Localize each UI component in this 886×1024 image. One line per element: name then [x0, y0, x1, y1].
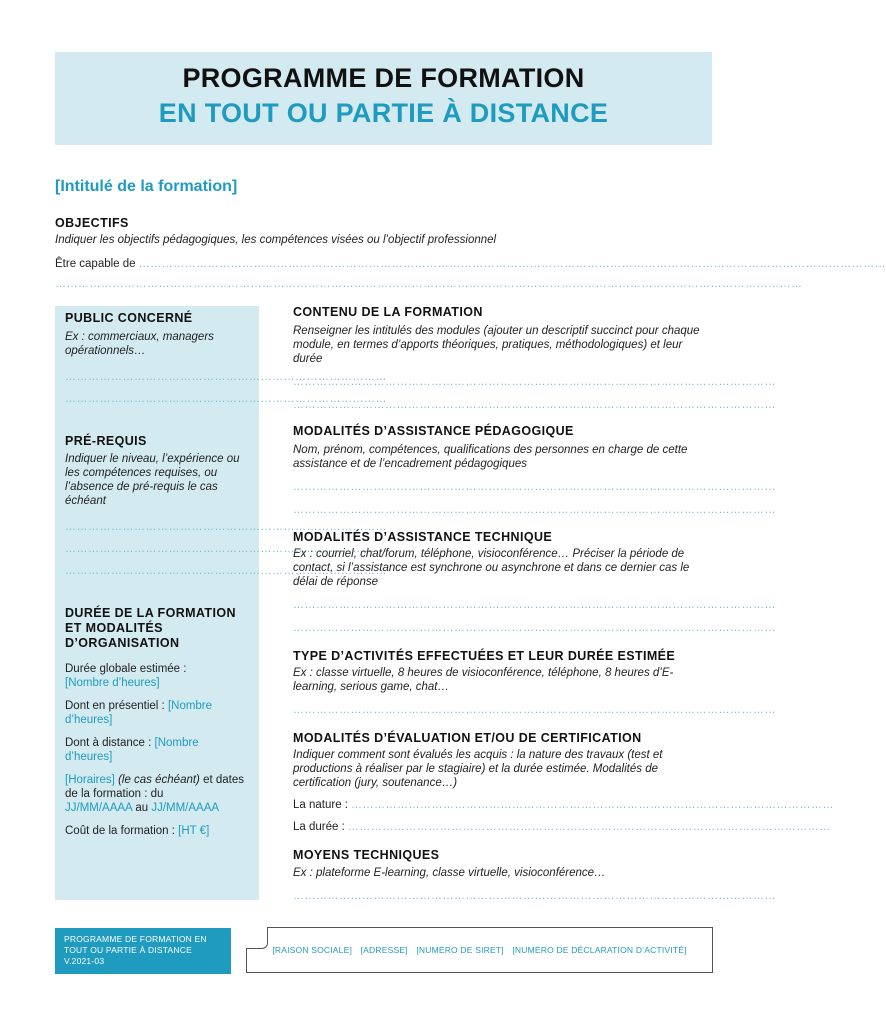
means-section [293, 848, 776, 903]
cost [65, 824, 249, 838]
evaluation-nature-line [293, 798, 834, 812]
duration-global-field[interactable]: [Nombre d’heures] [65, 677, 160, 689]
objectives-section [55, 216, 886, 291]
footer-fields [269, 945, 689, 955]
duration-dates [65, 773, 249, 815]
footer-badge-line2: TOUT OU PARTIE À DISTANCE [64, 945, 192, 955]
objectives-line-label: Être capable de [55, 258, 136, 270]
content-title: CONTENU DE LA FORMATION [293, 305, 483, 319]
technical-title: MODALITÉS D’ASSISTANCE TECHNIQUE [293, 530, 553, 544]
pedagogic-fill-line-2[interactable]: ……………………………………………………………………………………………………………… [293, 504, 776, 516]
footer-badge-version: V.2021-03 [64, 956, 105, 966]
duration-global-label: Durée globale estimée : [65, 663, 187, 675]
evaluation-hint: Indiquer comment sont évalués les acquis : la nature des travaux (test et productions à réaliser par le stagiaire) et la durée estimée. Modalités de certification (jury, soutenance…) [293, 749, 663, 789]
evaluation-title: MODALITÉS D’ÉVALUATION ET/OU DE CERTIFICATION [293, 731, 642, 745]
duration-distance [65, 736, 249, 764]
hours-field[interactable]: [Horaires] [65, 774, 115, 786]
header-title: PROGRAMME DE FORMATION [182, 63, 585, 93]
pedagogic-fill-line[interactable]: ……………………………………………………………………………………………………………… [293, 481, 776, 493]
content-fill-line[interactable]: ……………………………………………………………………………………………………………… [293, 376, 776, 388]
public-fill-line-2[interactable]: ………………………………………………………………………… [65, 393, 387, 405]
pedagogic-section [293, 424, 776, 517]
siret-field[interactable]: [NUMÉRO DE SIRET] [416, 945, 504, 955]
evaluation-nature-fill-line[interactable]: ……………………………………………………………………………………………………………… [350, 799, 834, 811]
duration-title: DURÉE DE LA FORMATION ET MODALITÉS D’ORGANISATION [65, 606, 236, 650]
objectives-fill-line[interactable]: …………………………………………………………………………………………………………………………………………………………………………… [138, 258, 886, 270]
dates-text: et dates de la formation : du [65, 774, 245, 800]
evaluation-nature-label: La nature : [293, 799, 348, 811]
footer-badge [55, 928, 231, 974]
activities-title: TYPE D’ACTIVITÉS EFFECTUÉES ET LEUR DURÉE ESTIMÉE [293, 649, 676, 663]
objectives-hint: Indiquer les objectifs pédagogiques, les compétences visées ou l’objectif professionnel [55, 234, 497, 246]
activities-fill-line[interactable]: ……………………………………………………………………………………………………………… [293, 704, 776, 716]
evaluation-duration-fill-line[interactable]: ……………………………………………………………………………………………………………… [347, 821, 831, 833]
technical-hint: Ex : courriel, chat/forum, téléphone, visioconférence… Préciser la période de contact, si l’assistance est synchrone ou asynchrone et dans ce dernier cas le délai de réponse [293, 548, 690, 588]
objectives-fill-line-2[interactable]: …………………………………………………………………………………………………………………………………………………………………………… [55, 278, 803, 290]
evaluation-section [293, 731, 834, 834]
means-fill-line[interactable]: ……………………………………………………………………………………………………………… [293, 890, 776, 902]
prerequisites-fill-line[interactable]: ………………………………………………………………………… [65, 521, 387, 533]
date-to-field[interactable]: JJ/MM/AAAA [151, 802, 220, 814]
content-hint: Renseigner les intitulés des modules (ajouter un descriptif succinct pour chaque module, en termes d’apports théoriques, pratiques, méthodologiques) et leur durée [293, 325, 700, 365]
duration-presential [65, 699, 249, 727]
content-section [293, 305, 776, 412]
prerequisites-fill-line-2[interactable]: ………………………………………………………………………… [65, 543, 387, 555]
pedagogic-hint: Nom, prénom, compétences, qualifications des personnes en charge de cette assistance et de l’encadrement pédagogiques [293, 444, 688, 470]
cost-label: Coût de la formation : [65, 825, 175, 837]
company-name-field[interactable]: [RAISON SOCIALE] [272, 945, 353, 955]
declaration-number-field[interactable]: [NUMÉRO DE DÉCLARATION D’ACTIVITÉ] [512, 945, 687, 955]
duration-distance-field[interactable]: [Nombre d’heures] [65, 737, 199, 763]
duration-global [65, 662, 249, 690]
footer-company-box [246, 927, 713, 973]
content-fill-line-2[interactable]: ……………………………………………………………………………………………………………… [293, 399, 776, 411]
technical-section [293, 530, 776, 635]
header-band [55, 52, 712, 145]
means-hint: Ex : plateforme E-learning, classe virtuelle, visioconférence… [293, 867, 606, 879]
main-column [293, 305, 834, 903]
duration-distance-label: Dont à distance : [65, 737, 152, 749]
date-from-field[interactable]: JJ/MM/AAAA [65, 802, 133, 814]
public-section [65, 311, 387, 406]
duration-section [65, 606, 249, 838]
prerequisites-title: PRÉ-REQUIS [65, 434, 147, 448]
training-title-field[interactable]: [Intitulé de la formation] [55, 178, 238, 195]
objectives-title: OBJECTIFS [55, 216, 129, 230]
header-subtitle: EN TOUT OU PARTIE À DISTANCE [158, 98, 609, 128]
means-title: MOYENS TECHNIQUES [293, 848, 440, 862]
address-field[interactable]: [ADRESSE] [360, 945, 408, 955]
public-hint: Ex : commerciaux, managers opérationnels… [65, 331, 214, 357]
objectives-line [55, 257, 886, 271]
evaluation-duration-line [293, 820, 831, 834]
footer-badge-line1: PROGRAMME DE FORMATION EN [64, 934, 207, 944]
prerequisites-section [65, 434, 387, 578]
prerequisites-hint: Indiquer le niveau, l’expérience ou les compétences requises, ou l’absence de pré-requis le cas échéant [65, 453, 240, 507]
technical-fill-line-2[interactable]: ……………………………………………………………………………………………………………… [293, 622, 776, 634]
date-to-label: au [135, 802, 149, 814]
hours-hint: (le cas échéant) [118, 774, 200, 786]
activities-hint: Ex : classe virtuelle, 8 heures de visioconférence, téléphone, 8 heures d’E-learning, serious game, chat… [293, 667, 674, 693]
activities-section [293, 649, 776, 717]
duration-presential-label: Dont en présentiel : [65, 700, 165, 712]
pedagogic-title: MODALITÉS D’ASSISTANCE PÉDAGOGIQUE [293, 424, 574, 438]
folded-corner-icon [246, 927, 268, 949]
duration-presential-field[interactable]: [Nombre d’heures] [65, 700, 213, 726]
cost-field[interactable]: [HT €] [178, 825, 210, 837]
public-title: PUBLIC CONCERNÉ [65, 311, 193, 325]
evaluation-duration-label: La durée : [293, 821, 345, 833]
public-fill-line[interactable]: ………………………………………………………………………… [65, 371, 387, 383]
technical-fill-line[interactable]: ……………………………………………………………………………………………………………… [293, 599, 776, 611]
prerequisites-fill-line-3[interactable]: ………………………………………………………………………… [65, 565, 387, 577]
